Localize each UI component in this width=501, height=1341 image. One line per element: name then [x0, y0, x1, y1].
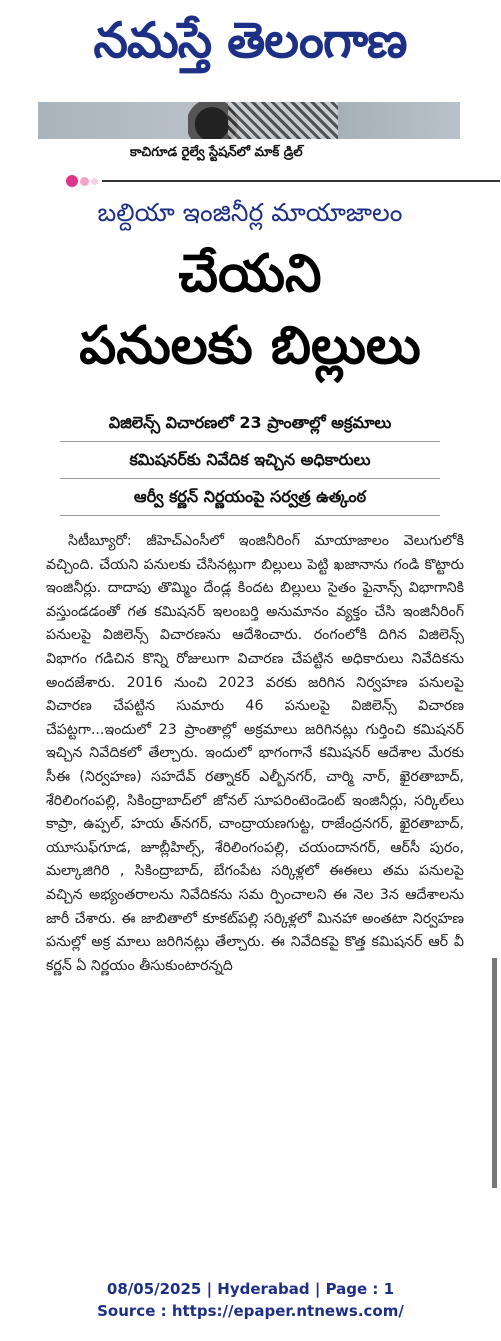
article-headline [20, 238, 480, 382]
article-kicker: బల్దియా ఇంజినీర్ల మాయాజాలం [97, 198, 403, 227]
article-body-text: సిటీబ్యూరో: జీహెచ్ఎంసీలో ఇంజినీరింగ్ మాయాజాలం వెలుగులోకి వచ్చింది. చేయని పనులకు చేసినట్లుగా బిల్లులు పెట్టి ఖజానాను గండి కొట్టారు ఇంజినీర్లు. దాదాపు తొమ్మిం దేండ్ల కిందట బిల్లులు సైతం ఫైనాన్స్ విభాగానికి వస్తుండడంతో గత కమిషనర్ ఇలంబర్తి అనుమానం వ్యక్తం చేసి ఇంజినీరింగ్ పనులపై విజిలెన్స్ విచారణను ఆదేశించారు. రంగంలోకి దిగిన విజిలెన్స్ విభాగం గడిచిన కొన్ని రోజులుగా విచారణ చేపట్టిన అధికారులు నివేదికను అందజేశారు. 2016 నుంచి 2023 వరకు జరిగిన నిర్వహణ పనులపై విచారణ చేపట్టిన సుమారు 46 పనులపై విజిలెన్స్ విచారణ చేపట్టగా...ఇందులో 23 ప్రాంతాల్లో అక్రమాలు జరిగినట్లు గుర్తించి కమిషనర్ ఇచ్చిన నివేదికలో తేల్చారు. ఇందులో భాగంగానే కమిషనర్ ఆదేశాల మేరకు సీఈ (నిర్వహణ) సహదేవ్ రత్నాకర్ ఎల్బీనగర్, చార్మి నార్, ఖైరతాబాద్, శేరిలింగంపల్లి, సికింద్రాబాద్‌లో జోనల్ సూపరింటెండెంట్ ఇంజినీర్లు, సర్కిల్‌లు కాప్రా, ఉప్పల్, హయ త్‌నగర్, చాంద్రాయణగుట్ట, రాజేంద్రనగర్, ఖైరతాబాద్, యూసుఫ్‌గూడ, జూబ్లీహిల్స్, శేరిలింగంపల్లి, చయందానగర్, ఆర్‌సీ పురం, మల్కాజిగిరి , సికింద్రాబాద్, బేగంపేట సర్కిళ్లలో ఈఈలు తమ పనులపై వచ్చిన అభ్యంతరాలను నివేదికను సమ ర్పించాలని ఈ నెల 3న ఆదేశాలను జారీ చేశారు. ఈ జాబితాలో కూకట్‌పల్లి సర్కిళ్లలో మినహా అంతటా నిర్వహణ పనుల్లో అక్ర మాలు జరిగినట్లు తేల్చారు. ఈ నివేదికపై కొత్త కమిషనర్ ఆర్ వీ కర్ణన్ ఏ నిర్ణయం తీసుకుంటారన్నది [46, 533, 464, 974]
photo-detail-pattern [228, 102, 338, 139]
divider-dot [66, 175, 78, 187]
divider-dot [80, 177, 89, 186]
headline-line-2: పనులకు బిల్లులు [79, 316, 421, 376]
page-margin-bar [492, 958, 497, 1188]
article-subhead-2: కమిషనర్‌కు నివేదిక ఇచ్చిన అధికారులు [60, 450, 440, 479]
masthead-title: నమస్తే తెలంగాణ [93, 11, 407, 69]
footer-dateline: 08/05/2025 | Hyderabad | Page : 1 [106, 1280, 395, 1298]
photo-caption: కాచిగూడ రైల్వే స్టేషన్‌లో మాక్ డ్రిల్ [130, 145, 303, 160]
footer-source: Source : https://epaper.ntnews.com/ [97, 1302, 404, 1320]
article-body [46, 530, 464, 978]
divider-line [102, 180, 500, 182]
divider-dot [91, 178, 98, 185]
article-subhead-1: విజిలెన్స్ విచారణలో 23 ప్రాంతాల్లో అక్రమాలు [60, 413, 440, 442]
news-photo [38, 102, 460, 139]
headline-line-1: చేయని [178, 244, 322, 304]
section-divider [60, 174, 500, 188]
newspaper-masthead [40, 6, 460, 86]
article-subhead-3: ఆర్వీ కర్ణన్ నిర్ణయంపై సర్వత్ర ఉత్కంఠ [60, 487, 440, 516]
